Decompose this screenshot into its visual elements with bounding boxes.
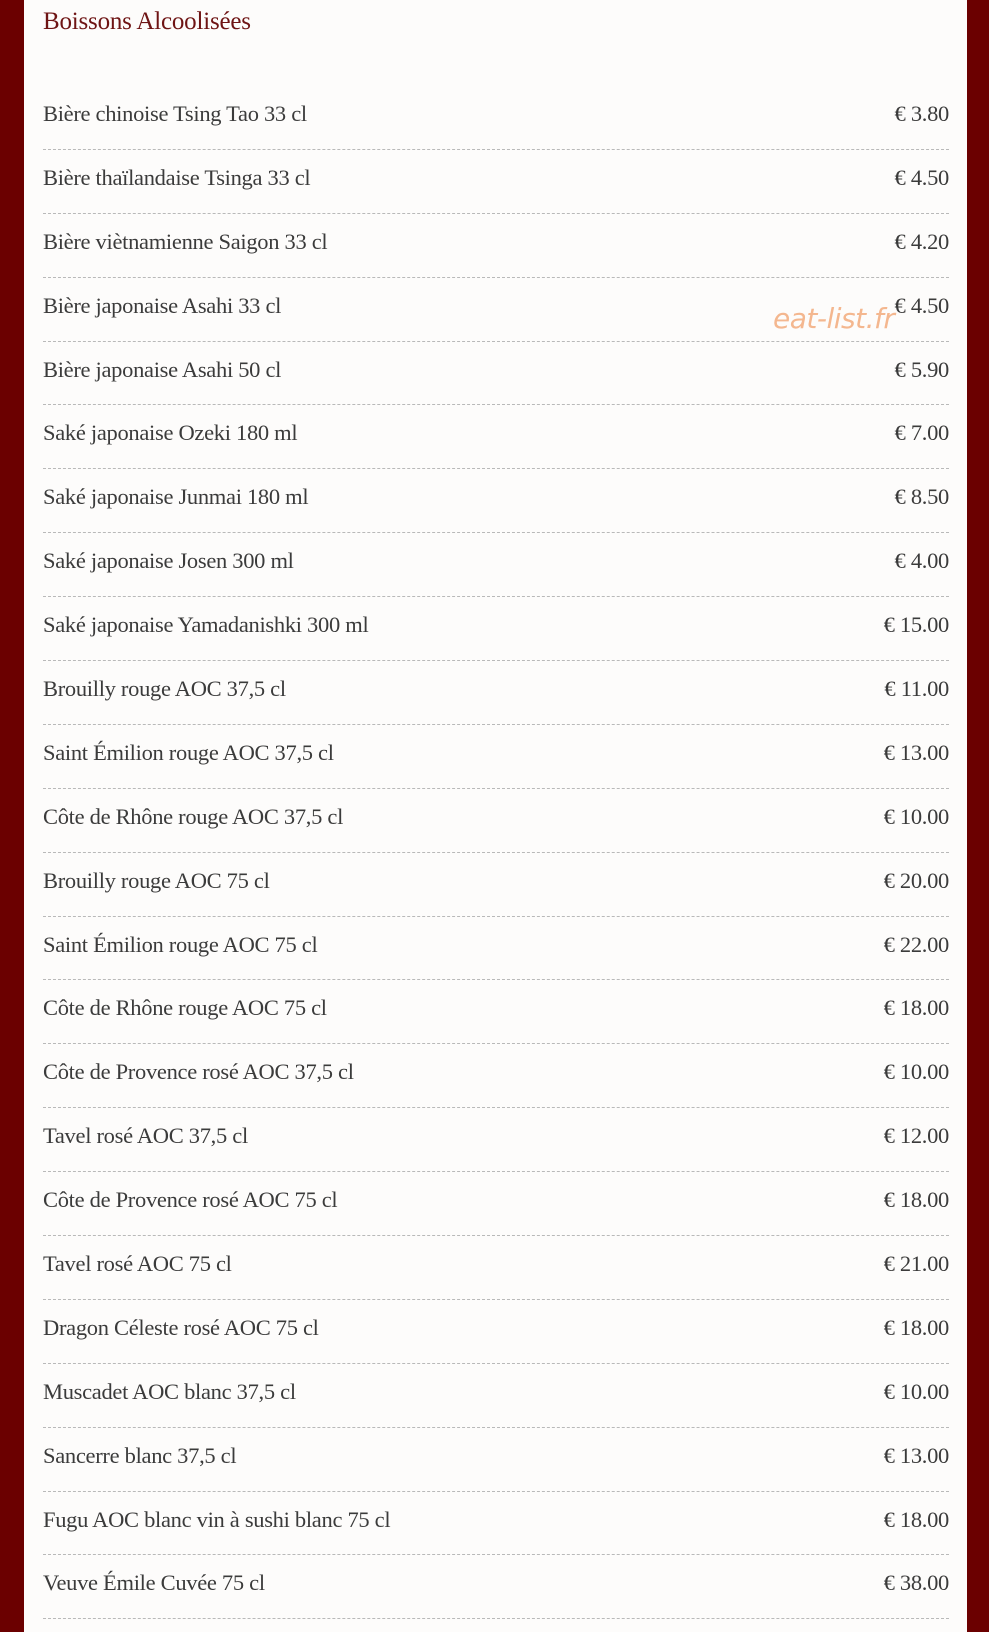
item-price: € 10.00 [883,1378,949,1404]
item-price: € 18.00 [883,1314,949,1340]
list-item [43,1364,949,1428]
item-price: € 21.00 [883,1251,949,1277]
list-item [43,917,949,981]
list-item [43,1172,949,1236]
list-item [43,1555,949,1619]
item-name: Côte de Rhône rouge AOC 75 cl [43,995,327,1021]
item-price: € 18.00 [883,995,949,1021]
list-item [43,1428,949,1492]
item-price: € 12.00 [883,1123,949,1149]
watermark: eat-list.fr [773,302,895,335]
list-item [43,1236,949,1300]
item-name: Tavel rosé AOC 37,5 cl [43,1123,248,1149]
item-name: Bière japonaise Asahi 33 cl [43,292,282,318]
item-name: Côte de Provence rosé AOC 75 cl [43,1187,338,1213]
item-name: Bière thaïlandaise Tsinga 33 cl [43,164,311,190]
item-name: Dragon Céleste rosé AOC 75 cl [43,1314,319,1340]
list-item [43,1044,949,1108]
list-item [43,1300,949,1364]
item-price: € 4.50 [894,164,949,190]
item-price: € 3.80 [894,101,949,126]
item-name: Brouilly rouge AOC 37,5 cl [43,676,286,702]
item-price: € 13.00 [883,1442,949,1468]
list-item [43,214,949,278]
list-item [43,661,949,725]
item-price: € 22.00 [883,931,949,957]
item-name: Côte de Provence rosé AOC 37,5 cl [43,1059,354,1085]
list-item [43,86,949,150]
item-price: € 4.00 [894,548,949,574]
list-item [43,342,949,406]
item-price: € 7.00 [894,420,949,446]
item-price: € 10.00 [883,1059,949,1085]
list-item [43,1108,949,1172]
list-item [43,405,949,469]
item-price: € 4.50 [894,292,949,318]
item-price: € 18.00 [883,1506,949,1532]
list-item [43,597,949,661]
list-item [43,853,949,917]
menu-page [24,0,967,1632]
list-item [43,789,949,853]
list-item [43,1492,949,1556]
list-item [43,980,949,1044]
item-name: Brouilly rouge AOC 75 cl [43,867,270,893]
item-price: € 13.00 [883,739,949,765]
item-name: Saké japonaise Junmai 180 ml [43,484,309,510]
list-item [43,469,949,533]
item-name: Saint Émilion rouge AOC 75 cl [43,931,318,957]
list-item [43,533,949,597]
item-name: Bière japonaise Asahi 50 cl [43,356,282,382]
item-price: € 11.00 [884,676,949,702]
item-name: Saké japonaise Yamadanishki 300 ml [43,612,369,638]
item-price: € 4.20 [894,228,949,254]
item-name: Veuve Émile Cuvée 75 cl [43,1570,265,1596]
item-name: Muscadet AOC blanc 37,5 cl [43,1378,296,1404]
list-item [43,725,949,789]
section-title: Boissons Alcoolisées [43,8,251,35]
item-price: € 10.00 [883,803,949,829]
item-name: Saké japonaise Josen 300 ml [43,548,294,574]
item-name: Sancerre blanc 37,5 cl [43,1442,237,1468]
item-name: Bière viètnamienne Saigon 33 cl [43,228,328,254]
item-price: € 15.00 [883,612,949,638]
item-price: € 18.00 [883,1187,949,1213]
item-name: Saké japonaise Ozeki 180 ml [43,420,298,446]
item-price: € 38.00 [883,1570,949,1596]
item-name: Tavel rosé AOC 75 cl [43,1251,232,1277]
item-name: Côte de Rhône rouge AOC 37,5 cl [43,803,344,829]
item-name: Saint Émilion rouge AOC 37,5 cl [43,739,334,765]
item-price: € 5.90 [894,356,949,382]
item-price: € 8.50 [894,484,949,510]
item-price: € 20.00 [883,867,949,893]
list-item [43,150,949,214]
item-name: Bière chinoise Tsing Tao 33 cl [43,101,307,126]
item-name: Fugu AOC blanc vin à sushi blanc 75 cl [43,1506,391,1532]
